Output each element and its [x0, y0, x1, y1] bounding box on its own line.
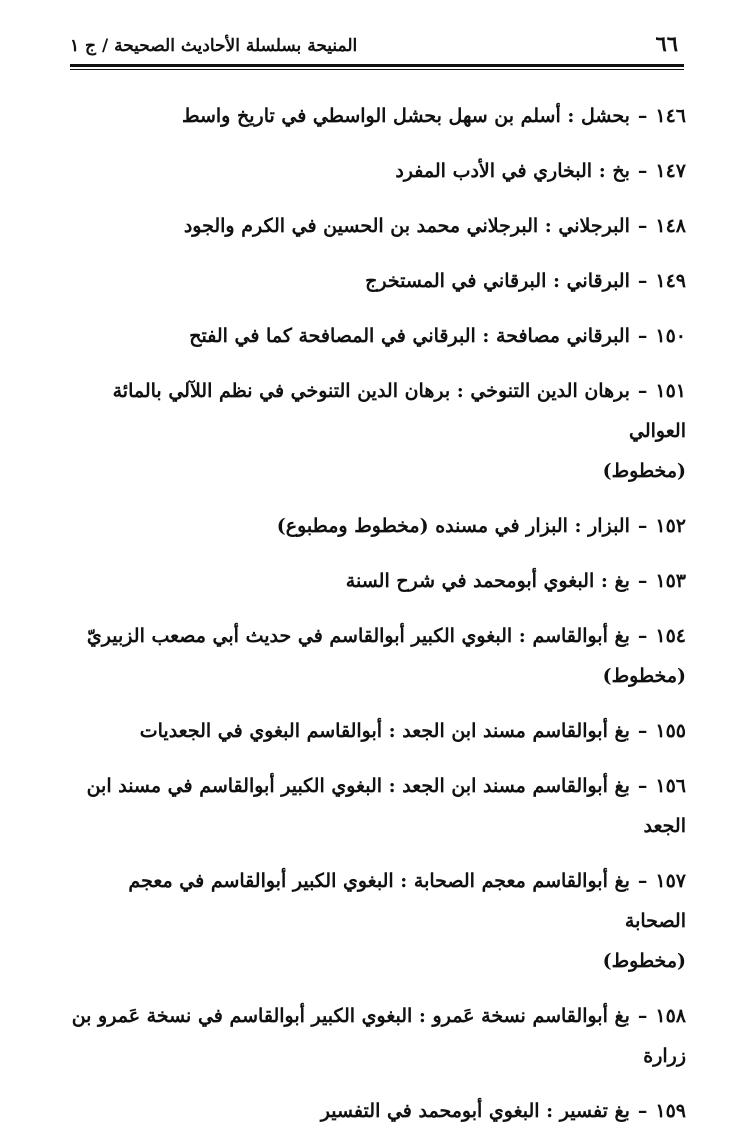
entry-continuation: (مخطوط): [602, 665, 686, 687]
entry-continuation: (مخطوط): [602, 460, 686, 482]
page-number: ٦٦: [655, 31, 678, 56]
entry-number: ١٥٦: [655, 775, 686, 797]
list-item: [66, 316, 686, 356]
entry-number: ١٤٩: [655, 270, 686, 292]
entry-dash: –: [637, 1100, 648, 1122]
entry-number: ١٤٧: [655, 160, 686, 182]
entry-text: برهان الدين التنوخي : برهان الدين التنوخي في نظم اللآلي بالمائة العوالي: [112, 380, 686, 442]
entry-dash: –: [637, 160, 648, 182]
entry-dash: –: [637, 380, 648, 402]
entry-dash: –: [637, 325, 648, 347]
entry-continuation: زرارة: [643, 1045, 686, 1067]
entry-text: بخ : البخاري في الأدب المفرد: [395, 160, 630, 182]
entry-text: بغ أبوالقاسم : البغوي الكبير أبوالقاسم في حديث أبي مصعب الزبيريّ: [86, 625, 630, 647]
entry-text: بغ أبوالقاسم مسند ابن الجعد : البغوي الكبير أبوالقاسم في مسند ابن الجعد: [86, 775, 686, 837]
entry-number: ١٥٥: [655, 720, 686, 742]
entry-text: البرقاني مصافحة : البرقاني في المصافحة كما في الفتح: [189, 325, 630, 347]
entry-dash: –: [637, 870, 648, 892]
entry-dash: –: [637, 720, 648, 742]
list-item: [66, 151, 686, 191]
list-item: [66, 261, 686, 301]
list-item: [66, 96, 686, 136]
entry-number: ١٥٤: [655, 625, 686, 647]
entry-dash: –: [637, 270, 648, 292]
entry-number: ١٤٨: [655, 215, 686, 237]
entry-dash: –: [637, 215, 648, 237]
page-header: [70, 28, 684, 56]
entry-number: ١٤٦: [655, 105, 686, 127]
entry-text: بغ أبوالقاسم نسخة عَمرو : البغوي الكبير أبوالقاسم في نسخة عَمرو بن: [71, 1005, 630, 1027]
list-item: [66, 371, 686, 491]
entry-dash: –: [637, 775, 648, 797]
list-item: [66, 766, 686, 846]
entry-number: ١٥٩: [655, 1100, 686, 1122]
entry-number: ١٥٨: [655, 1005, 686, 1027]
list-item: [66, 996, 686, 1076]
list-item: [66, 506, 686, 546]
entry-number: ١٥٢: [655, 515, 686, 537]
entry-text: بغ : البغوي أبومحمد في شرح السنة: [345, 570, 630, 592]
list-item: [66, 616, 686, 696]
entry-dash: –: [637, 105, 648, 127]
entry-dash: –: [637, 1005, 648, 1027]
entry-number: ١٥٧: [655, 870, 686, 892]
list-item: [66, 206, 686, 246]
entry-dash: –: [637, 570, 648, 592]
entry-text: البرقاني : البرقاني في المستخرج: [365, 270, 630, 292]
entry-text: البرجلاني : البرجلاني محمد بن الحسين في الكرم والجود: [183, 215, 630, 237]
list-item: [66, 711, 686, 751]
header-rule-thin: [70, 69, 684, 70]
entry-text: البزار : البزار في مسنده (مخطوط ومطبوع): [276, 515, 630, 537]
list-item: [66, 861, 686, 981]
entry-text: بغ أبوالقاسم مسند ابن الجعد : أبوالقاسم البغوي في الجعديات: [139, 720, 630, 742]
entry-number: ١٥٣: [655, 570, 686, 592]
entry-continuation: (مخطوط): [602, 950, 686, 972]
list-item: [66, 561, 686, 601]
abbreviation-list: [66, 96, 686, 1146]
entry-dash: –: [637, 625, 648, 647]
entry-text: بغ تفسير : البغوي أبومحمد في التفسير: [320, 1100, 630, 1122]
entry-number: ١٥١: [655, 380, 686, 402]
running-title: المنيحة بسلسلة الأحاديث الصحيحة / ج ١: [70, 36, 358, 56]
entry-text: بحشل : أسلم بن سهل بحشل الواسطي في تاريخ واسط: [181, 105, 630, 127]
entry-dash: –: [637, 515, 648, 537]
entry-text: بغ أبوالقاسم معجم الصحابة : البغوي الكبير أبوالقاسم في معجم الصحابة: [128, 870, 686, 932]
entry-number: ١٥٠: [655, 325, 686, 347]
header-rule-thick: [70, 64, 684, 67]
list-item: [66, 1091, 686, 1131]
